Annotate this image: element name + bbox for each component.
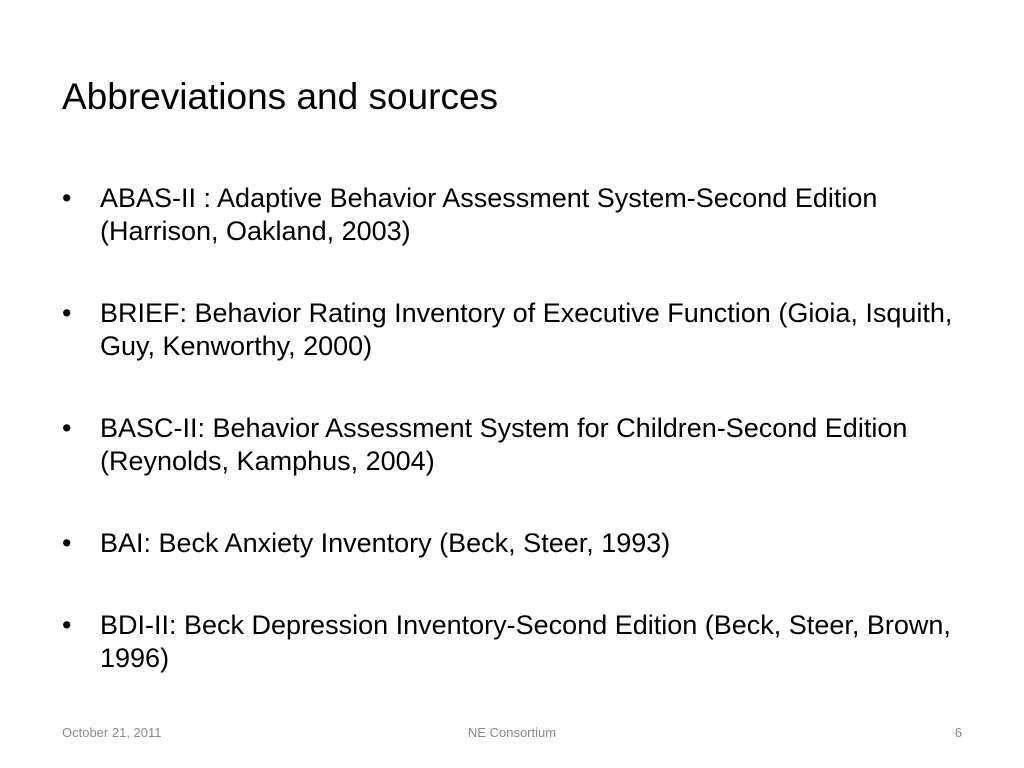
bullet-text: ABAS-II : Adaptive Behavior Assessment System-Second Edition (Harrison, Oakland, 2003): [100, 183, 878, 246]
bullet-list: [62, 182, 982, 675]
page-number: 6: [954, 725, 962, 740]
bullet-icon: •: [62, 413, 72, 443]
bullet-item: [62, 412, 982, 478]
footer-organization: NE Consortium: [467, 725, 557, 740]
footer-date: October 21, 2011: [62, 725, 162, 740]
bullet-item: [62, 182, 982, 248]
slide-title: Abbreviations and sources: [62, 76, 499, 117]
bullet-item: [62, 297, 982, 363]
bullet-item: [62, 609, 982, 675]
bullet-text: BRIEF: Behavior Rating Inventory of Executive Function (Gioia, Isquith, Guy, Kenworthy, 2000): [100, 298, 953, 361]
bullet-text: BAI: Beck Anxiety Inventory (Beck, Steer, 1993): [100, 528, 671, 558]
bullet-item: [62, 527, 982, 560]
bullet-icon: •: [62, 183, 72, 213]
bullet-text: BASC-II: Behavior Assessment System for Children-Second Edition (Reynolds, Kamphus, 2004): [100, 413, 908, 476]
bullet-icon: •: [62, 610, 72, 640]
bullet-text: BDI-II: Beck Depression Inventory-Second Edition (Beck, Steer, Brown, 1996): [100, 610, 951, 673]
bullet-icon: •: [62, 298, 72, 328]
bullet-icon: •: [62, 528, 72, 558]
